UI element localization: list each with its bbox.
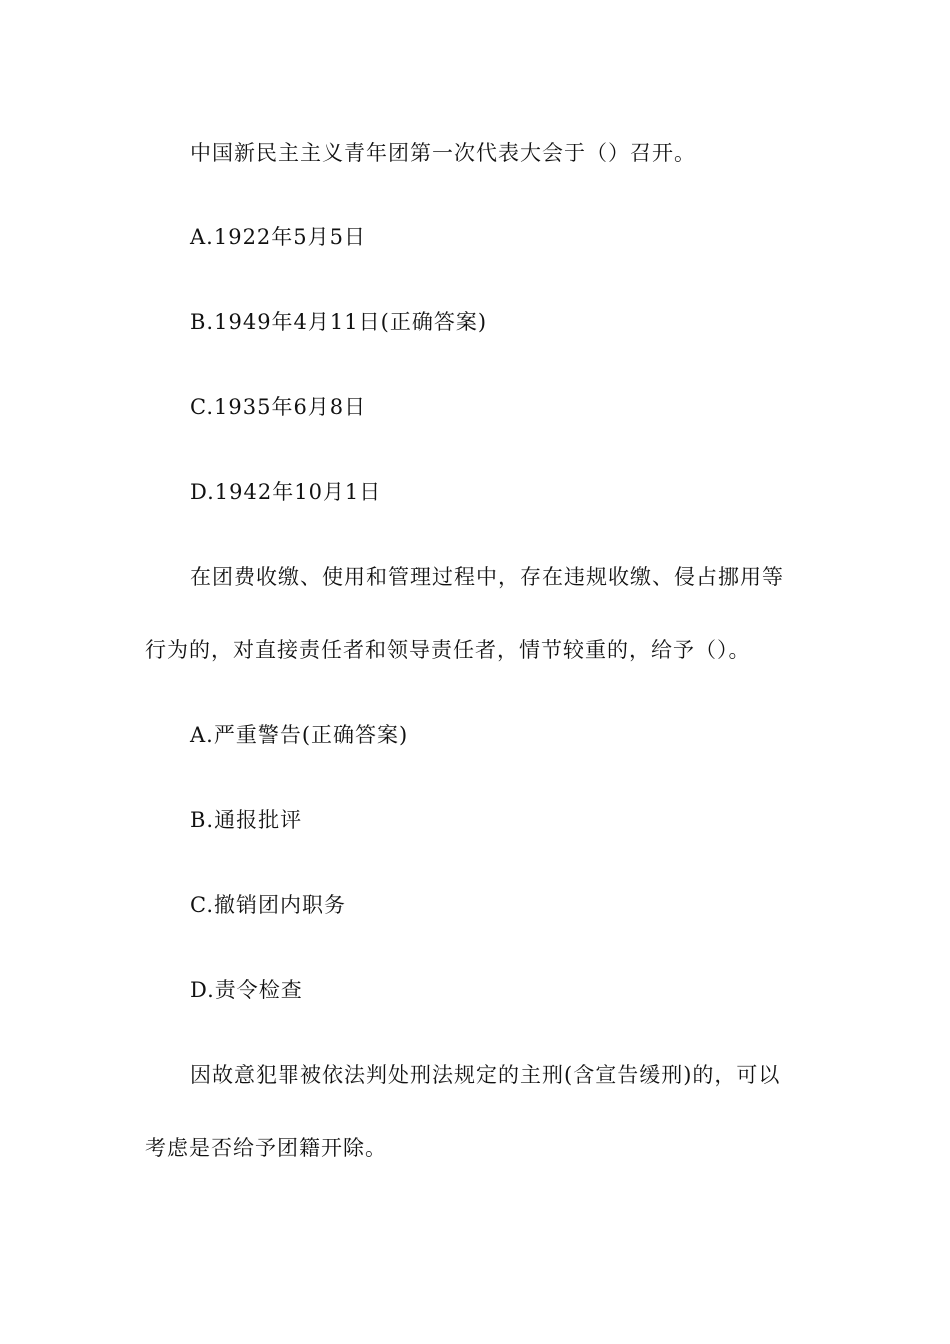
question-3-stem-line-2: 考虑是否给予团籍开除。 (145, 1136, 387, 1160)
question-2-option-c: C.撤销团内职务 (190, 893, 346, 917)
question-2-stem-line-1: 在团费收缴、使用和管理过程中，存在违规收缴、侵占挪用等 (190, 565, 784, 589)
question-1-option-c: C.1935年6月8日 (190, 395, 367, 419)
question-1-stem: 中国新民主主义青年团第一次代表大会于（）召开。 (190, 141, 696, 165)
question-3-stem-line-1: 因故意犯罪被依法判处刑法规定的主刑(含宣告缓刑)的，可以 (190, 1063, 781, 1087)
question-2-stem-line-2: 行为的，对直接责任者和领导责任者，情节较重的，给予（）。 (145, 638, 751, 662)
question-1-option-d: D.1942年10月1日 (190, 480, 382, 504)
question-2-option-a: A.严重警告(正确答案) (190, 723, 409, 747)
question-1-option-b: B.1949年4月11日(正确答案) (190, 310, 488, 334)
question-2-option-d: D.责令检查 (190, 978, 303, 1002)
question-1-option-a: A.1922年5月5日 (190, 225, 367, 249)
question-2-option-b: B.通报批评 (190, 808, 303, 832)
